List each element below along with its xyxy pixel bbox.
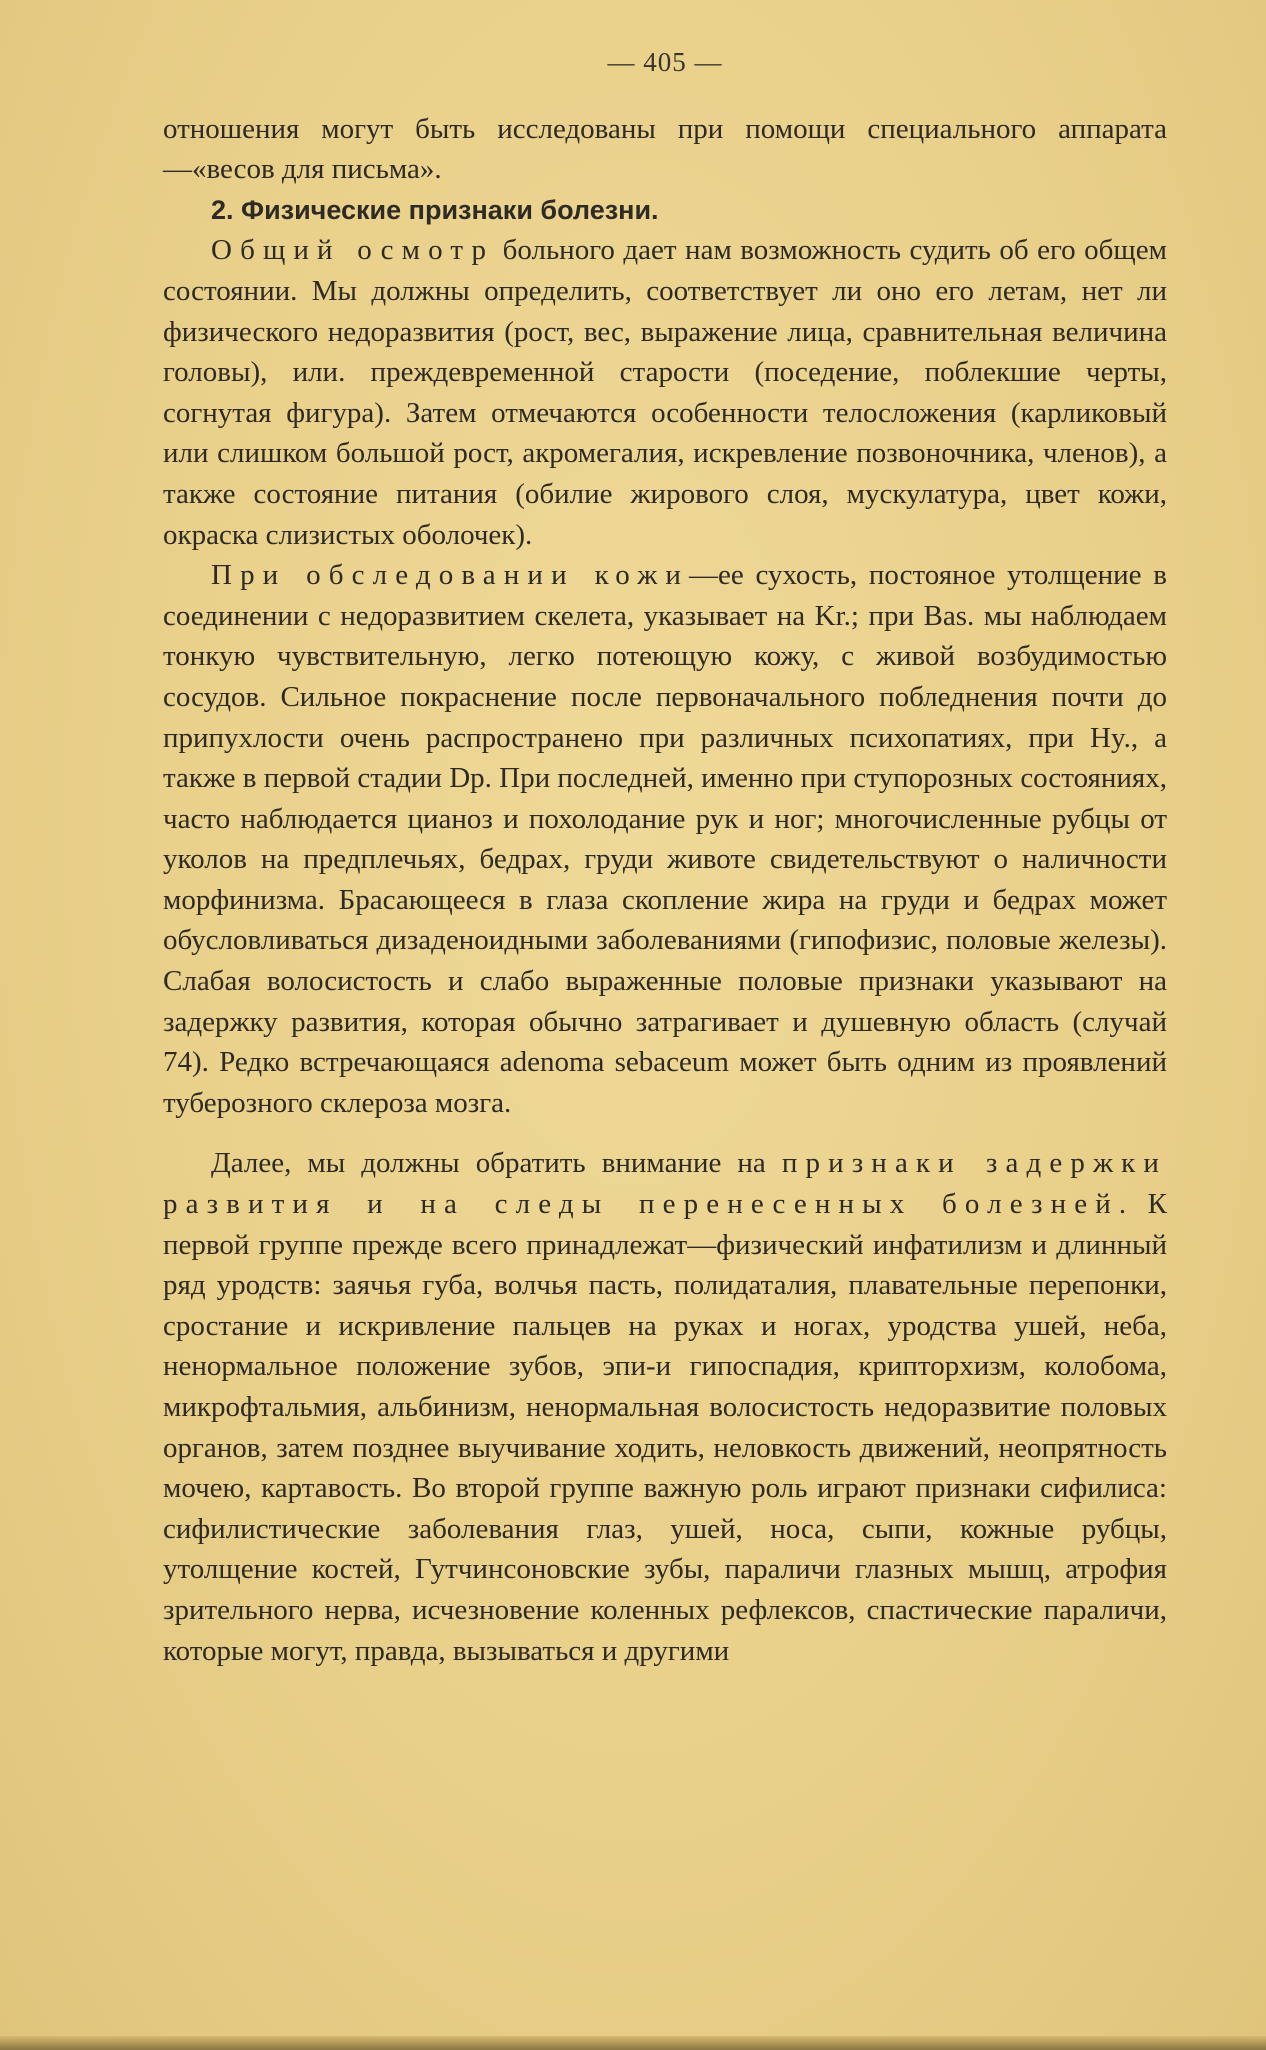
paragraph-text-development-signs: . К первой группе прежде всего принадлежат—физический инфатилизм и длинный ряд уродств: заячья губа, волчья пасть, полидаталия, плавательные перепонки, сростание и искривление пальцев на руках и ногах, уродства ушей, неба, ненормальное положение зубов, эпи-и гипоспадия, крипторхизм, колобома, микрофтальмия, альбинизм, ненормальная волосистость недоразвитие половых органов, затем позднее выучивание ходить, неловкость движений, неопрятность мочею, картавость. Во второй группе важную роль играют признаки сифилиса: сифилистические заболевания глаз, ушей, носа, сыпи, кожные рубцы, утолщение костей, Гутчинсоновские зубы, параличи глазных мышц, атрофия зрительного нерва, исчезновение коленных рефлексов, спастические параличи, которые могут, правда, вызываться и другими bbox=[163, 1188, 1167, 1667]
paragraph-text-skin-exam: —ее сухость, постояное утолщение в соединении с недоразвитием скелета, указывает на Kr.; при Bas. мы наблюдаем тонкую чувствительную, легко потеющую кожу, с живой возбудимостью сосудов. Сильное покраснение после первоначального побледнения почти до припухлости очень распространено при различных психопатиях, при Hy., а также в первой стадии Dp. При последней, именно при ступорозных состояниях, часто наблюдается цианоз и похолодание рук и ног; многочисленные рубцы от уколов на предплечьях, бедрах, груди животе свидетельствуют о наличности морфинизма. Брасающееся в глаза скопление жира на груди и бедрах может обусловливаться дизаденоидными заболеваниями (гипофизис, половые железы). Слабая волосистость и слабо выраженные половые признаки указывают на задержку развития, которая обычно затрагивает и душевную область (случай 74). Редко встречающаяся adenoma sebaceum может быть одним из проявлений туберозного склероза мозга. bbox=[163, 559, 1167, 1119]
paragraph-skin-exam bbox=[163, 555, 1167, 1123]
spaced-lead-development-signs: признаки задержки развития и на следы перенесенных болезней bbox=[163, 1147, 1167, 1221]
page-bottom-edge bbox=[0, 2036, 1266, 2050]
paragraph-text-general-exam: больного дает нам возможность судить об его общем состоянии. Мы должны определить, соответствует ли оно его летам, нет ли физического недоразвития (рост, вес, выражение лица, сравнительная величина головы), или. преждевременной старости (поседение, поблекшие черты, согнутая фигура). Затем отмечаются особенности телосложения (карликовый или слишком большой рост, акромегалия, искревление позвоночника, членов), а также состояние питания (обилие жирового слоя, мускулатура, цвет кожи, окраска слизистых оболочек). bbox=[163, 234, 1167, 551]
paragraph-intro-development-signs: Далее, мы должны обратить внимание на bbox=[211, 1147, 782, 1180]
spaced-lead-skin-exam: При обследовании кожи bbox=[211, 559, 690, 592]
paragraph-continuation: отношения могут быть исследованы при помощи специального аппарата—«весов для письма». bbox=[163, 112, 1167, 186]
page-content bbox=[163, 42, 1167, 1671]
paragraph-development-signs bbox=[163, 1143, 1167, 1671]
page-number: — 405 — bbox=[607, 47, 723, 77]
paragraph-general-exam bbox=[163, 230, 1167, 555]
section-heading: 2. Физические признаки болезни. bbox=[211, 194, 659, 225]
spaced-lead-general-exam: Общий осмотр bbox=[211, 234, 495, 267]
